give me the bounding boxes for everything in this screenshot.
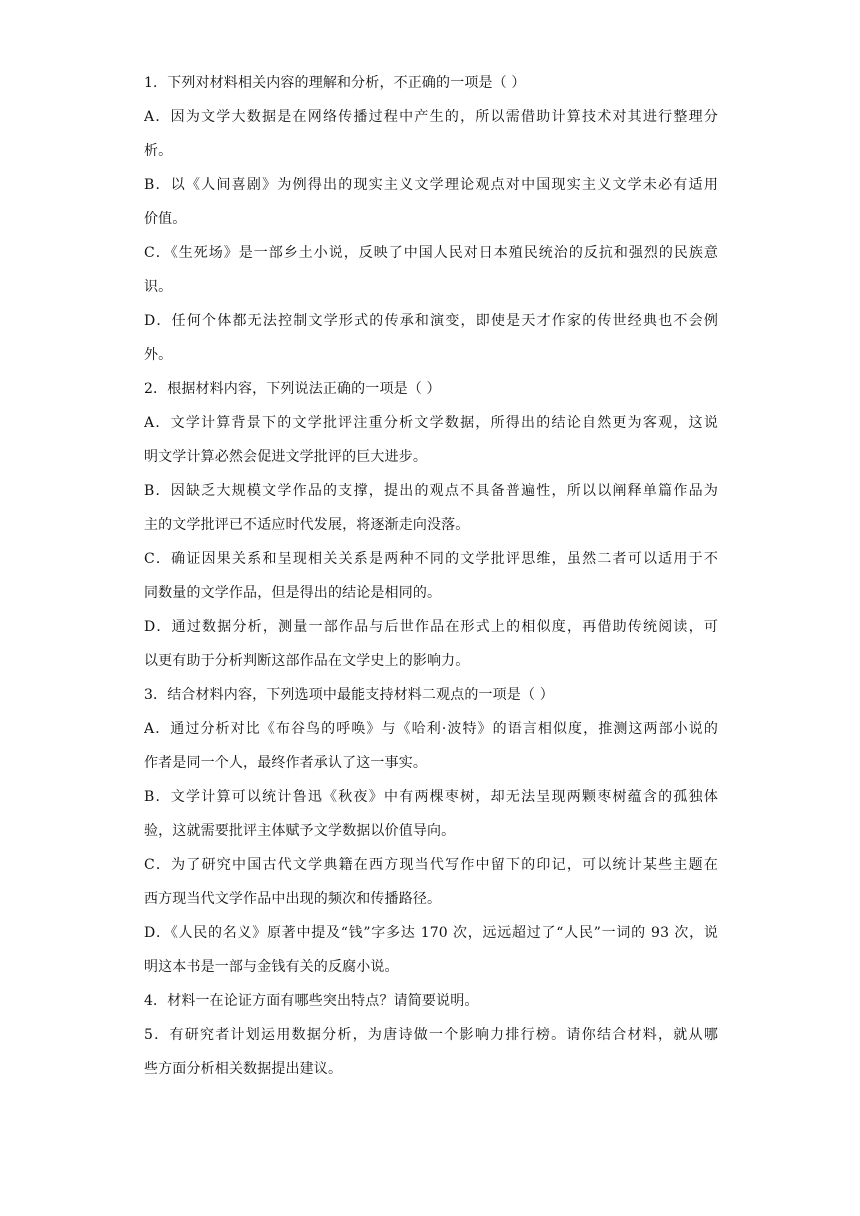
question-1-option-b-line-1: B．以《人间喜剧》为例得出的现实主义文学理论观点对中国现实主义文学未必有适用 [144, 177, 718, 193]
question-3-option-c-line-1: C．为了研究中国古代文学典籍在西方现当代写作中留下的印记，可以统计某些主题在 [144, 857, 718, 873]
question-2-option-a-line-1: A．文学计算背景下的文学批评注重分析文学数据，所得出的结论自然更为客观，这说 [144, 415, 718, 431]
question-3-option-d-line-2: 明这本书是一部与金钱有关的反腐小说。 [144, 959, 399, 975]
question-4-stem: 4．材料一在论证方面有哪些突出特点？请简要说明。 [144, 993, 479, 1009]
question-3-option-a-line-2: 作者是同一个人，最终作者承认了这一事实。 [144, 755, 427, 771]
question-3-option-d-line-1: D．《人民的名义》原著中提及“钱”字多达 170 次，远远超过了“人民”一词的 93 次，说 [144, 925, 718, 941]
question-1-stem: 1．下列对材料相关内容的理解和分析，不正确的一项是（ ） [144, 75, 526, 91]
question-2-option-d-line-1: D．通过数据分析，测量一部作品与后世作品在形式上的相似度，再借助传统阅读，可 [144, 619, 718, 635]
question-2-stem: 2．根据材料内容，下列说法正确的一项是（ ） [144, 381, 441, 397]
question-2-option-c-line-1: C．确证因果关系和呈现相关关系是两种不同的文学批评思维，虽然二者可以适用于不 [144, 551, 718, 567]
question-3-option-b-line-1: B．文学计算可以统计鲁迅《秋夜》中有两棵枣树，却无法呈现两颗枣树蕴含的孤独体 [144, 789, 718, 805]
question-1-option-a-line-2: 析。 [144, 143, 173, 159]
question-1-option-c-line-1: C．《生死场》是一部乡土小说，反映了中国人民对日本殖民统治的反抗和强烈的民族意 [144, 245, 718, 261]
question-3-stem: 3．结合材料内容，下列选项中最能支持材料二观点的一项是（ ） [144, 687, 554, 703]
question-5-stem-line-2: 些方面分析相关数据提出建议。 [144, 1061, 343, 1077]
question-1-option-b-line-2: 价值。 [144, 211, 187, 227]
question-text-block [144, 66, 718, 1086]
question-3-option-c-line-2: 西方现当代文学作品中出现的频次和传播路径。 [144, 891, 442, 907]
question-5-stem-line-1: 5．有研究者计划运用数据分析，为唐诗做一个影响力排行榜。请你结合材料，就从哪 [144, 1027, 718, 1043]
question-2-option-b-line-1: B．因缺乏大规模文学作品的支撑，提出的观点不具备普遍性，所以以阐释单篇作品为 [144, 483, 718, 499]
question-1-option-c-line-2: 识。 [144, 279, 173, 295]
question-1-option-d-line-2: 外。 [144, 347, 173, 363]
question-1-option-a-line-1: A．因为文学大数据是在网络传播过程中产生的，所以需借助计算技术对其进行整理分 [144, 109, 718, 125]
question-2-option-d-line-2: 以更有助于分析判断这部作品在文学史上的影响力。 [144, 653, 470, 669]
question-1-option-d-line-1: D．任何个体都无法控制文学形式的传承和演变，即使是天才作家的传世经典也不会例 [144, 313, 718, 329]
question-2-option-b-line-2: 主的文学批评已不适应时代发展，将逐渐走向没落。 [144, 517, 470, 533]
question-3-option-b-line-2: 验，这就需要批评主体赋予文学数据以价值导向。 [144, 823, 456, 839]
question-2-option-a-line-2: 明文学计算必然会促进文学批评的巨大进步。 [144, 449, 427, 465]
question-2-option-c-line-2: 同数量的文学作品，但是得出的结论是相同的。 [144, 585, 442, 601]
question-3-option-a-line-1: A．通过分析对比《布谷鸟的呼唤》与《哈利·波特》的语言相似度，推测这两部小说的 [144, 721, 718, 737]
